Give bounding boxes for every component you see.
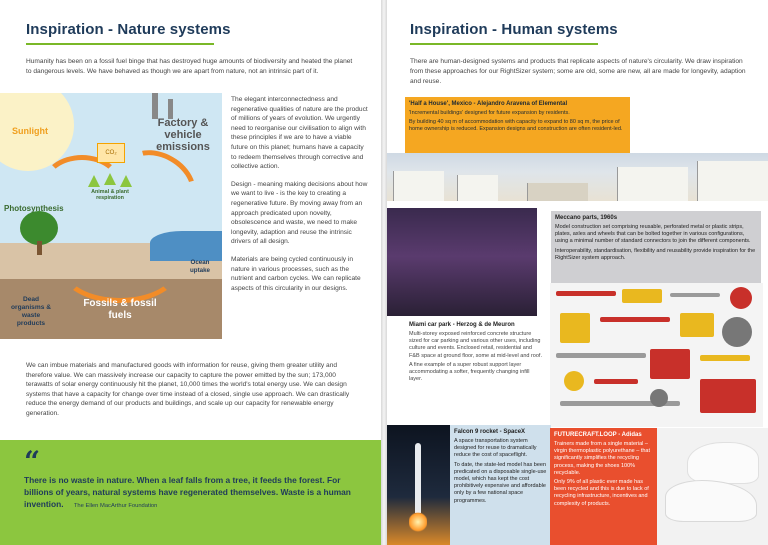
arrow-up-icon — [104, 173, 116, 185]
card-text: Interoperability, standardisation, flexibility and reusability provide inspiration for the RightSizer system approach. — [555, 247, 756, 261]
meccano-part — [622, 289, 662, 303]
cycle-arrow-icon — [60, 233, 180, 303]
card-title: Falcon 9 rocket - SpaceX — [454, 429, 526, 435]
card-text: Model construction set comprising reusable, perforated metal or plastic strips, plates, axles and wheels that can be bolted together in various configurations, using a minimal number of standard connectors to join the different components. — [555, 224, 751, 245]
meccano-part — [680, 313, 714, 337]
meccano-part — [650, 389, 668, 407]
label-photosynthesis: Photosynthesis — [4, 204, 64, 213]
falcon-card — [450, 425, 551, 545]
rocket-icon — [415, 443, 421, 513]
card-title: 'Half a House', Mexico - Alejandro Aravena of Elemental — [409, 101, 568, 107]
card-text: A fine example of a super robust support layer accommodating a softer, frequently changing infill layer. — [409, 361, 530, 383]
title-underline — [410, 43, 598, 45]
card-text: To date, the state-led model has been predicated on a disposable single-use model, which has kept the cost prohibitively expensive and affordable only by a few national space programmes. — [454, 461, 547, 504]
meccano-part — [700, 355, 750, 361]
right-page — [387, 0, 768, 545]
meccano-part — [556, 353, 646, 358]
meccano-part — [650, 349, 690, 379]
tree-trunk — [37, 241, 42, 255]
meccano-part — [670, 293, 720, 297]
meccano-part — [564, 371, 584, 391]
house-shape — [527, 183, 588, 201]
card-title: Meccano parts, 1960s — [555, 215, 618, 221]
falcon-rocket-photo — [387, 425, 450, 545]
factory-chimney-icon — [152, 93, 158, 119]
label-sunlight: Sunlight — [12, 126, 48, 136]
card-text: A space transportation system designed for reuse to dramatically reduce the cost of spaceflight. — [454, 438, 537, 459]
house-shape — [697, 161, 768, 201]
adidas-shoe-photo — [657, 428, 768, 545]
meccano-part — [722, 317, 752, 347]
card-title: FUTURECRAFT.LOOP - Adidas — [554, 432, 642, 438]
meccano-part — [560, 313, 590, 343]
shoe-icon — [665, 480, 757, 522]
meccano-part — [594, 379, 638, 384]
miami-card — [405, 318, 547, 383]
adidas-card — [550, 428, 657, 545]
shoe-icon — [687, 442, 759, 484]
paragraph: Materials are being cycled continuously in nature in various processes, such as the nutrient and carbon cycles. We can replicate aspects of this circularity in our designs. — [231, 255, 361, 292]
page-title: Inspiration - Nature systems — [26, 21, 231, 38]
card-title: Miami car park - Herzog & de Meuron — [409, 322, 515, 328]
miami-car-park-photo — [387, 208, 537, 316]
meccano-part — [700, 379, 756, 413]
paragraph: The elegant interconnectedness and regenerative qualities of nature are the product of millions of years of evolution. We urgently need to reorganise our civilisation to align with these principles if we are to have a viable future on this planet; humans have a capacity to redeem themselves through corrective and collective action. — [231, 96, 368, 171]
card-text: Multi-storey exposed reinforced concrete structure sized for car parking and various other uses, including culture and events. Enclosed retail, residential and F&B space at ground floor, some at mid-level and roof. — [409, 331, 542, 359]
card-text: Only 9% of all plastic ever made has been recycled and this is due to lack of recycling infrastructure, incentives and complexity of products. — [554, 479, 649, 507]
meccano-part — [556, 291, 616, 296]
quote-text — [24, 474, 354, 512]
co2-badge: CO₂ — [97, 143, 125, 163]
carbon-cycle-diagram — [0, 93, 222, 339]
label-dead-organisms: Dead organisms & waste products — [11, 296, 51, 327]
house-shape — [457, 175, 498, 201]
intro-paragraph: Humanity has been on a fossil fuel binge that has destroyed huge amounts of biodiversity and heated the planet to dangerous levels. We have behaved as though we are apart from nature, not an intrinsic part of it. — [26, 58, 353, 75]
flame-icon — [409, 511, 427, 533]
label-fossil-fuels: Fossils & fossil fuels — [83, 298, 157, 321]
meccano-card — [551, 211, 761, 283]
arrow-up-icon — [120, 175, 132, 187]
label-ocean-uptake: Ocean uptake — [190, 259, 210, 274]
bottom-paragraph: We can imbue materials and manufactured goods with information for reuse, giving them greater utility and therefore value. We can massively increase our capacity to capture the power emitted by the sun; 173,000 terawatts of solar energy continuously hit the planet, 10,000 times the world's total energy use. We can design systems that have a capacity for change over time instead of a closed, single use approach. We can drastically reduce the energy demand of our products and buildings, and scale up our capacity for renewable energy generation. — [26, 362, 350, 417]
quote-source: The Ellen MacArthur Foundation — [73, 503, 158, 509]
arrow-up-icon — [88, 175, 100, 187]
quote-body: There is no waste in nature. When a leaf falls from a tree, it feeds the forest. For billions of years, natural systems have regenerated themselves. Waste is a human invention. — [24, 475, 351, 509]
half-a-house-photo — [387, 153, 768, 201]
label-respiration: Animal & plant respiration — [91, 189, 129, 201]
tree-icon — [20, 211, 58, 245]
title-underline — [26, 43, 214, 45]
paragraph: Design - meaning making decisions about how we want to live - is the key to creating a regenerative future. By moving away from an approach predicated upon novelty, obsolescence and waste, we need to make longevity, adaption and reuse the intrinsic drivers of all design. — [231, 180, 368, 246]
text-column — [231, 95, 369, 301]
elemental-card — [405, 97, 630, 153]
factory-chimney-icon — [168, 99, 173, 119]
card-text: By building 40 sq m of accommodation with capacity to expand to 80 sq m, the price of home ownership is reduced. Expansion designs and construction are often resident-led. — [409, 119, 623, 133]
meccano-part — [730, 287, 752, 309]
left-page — [0, 0, 381, 545]
quote-mark-icon: “ — [24, 445, 41, 478]
meccano-parts-photo — [550, 283, 763, 427]
intro-paragraph: There are human-designed systems and products that replicate aspects of nature's circularity. We draw inspiration from these approaches for our RightSizer system; some are old, some are new, all are made for longevity, adaption and reuse. — [410, 58, 746, 85]
page-title: Inspiration - Human systems — [410, 21, 618, 38]
house-shape — [393, 171, 444, 201]
card-text: 'Incremental buildings' designed for future expansion by residents. — [409, 110, 570, 116]
house-shape — [617, 167, 688, 201]
label-factory: Factory & vehicle emissions — [156, 117, 210, 153]
card-text: Trainers made from a single material – virgin thermoplastic polyurethane – that significantly simplifies the recycling process, making the shoes 100% recyclable. — [554, 441, 650, 476]
meccano-part — [600, 317, 670, 322]
